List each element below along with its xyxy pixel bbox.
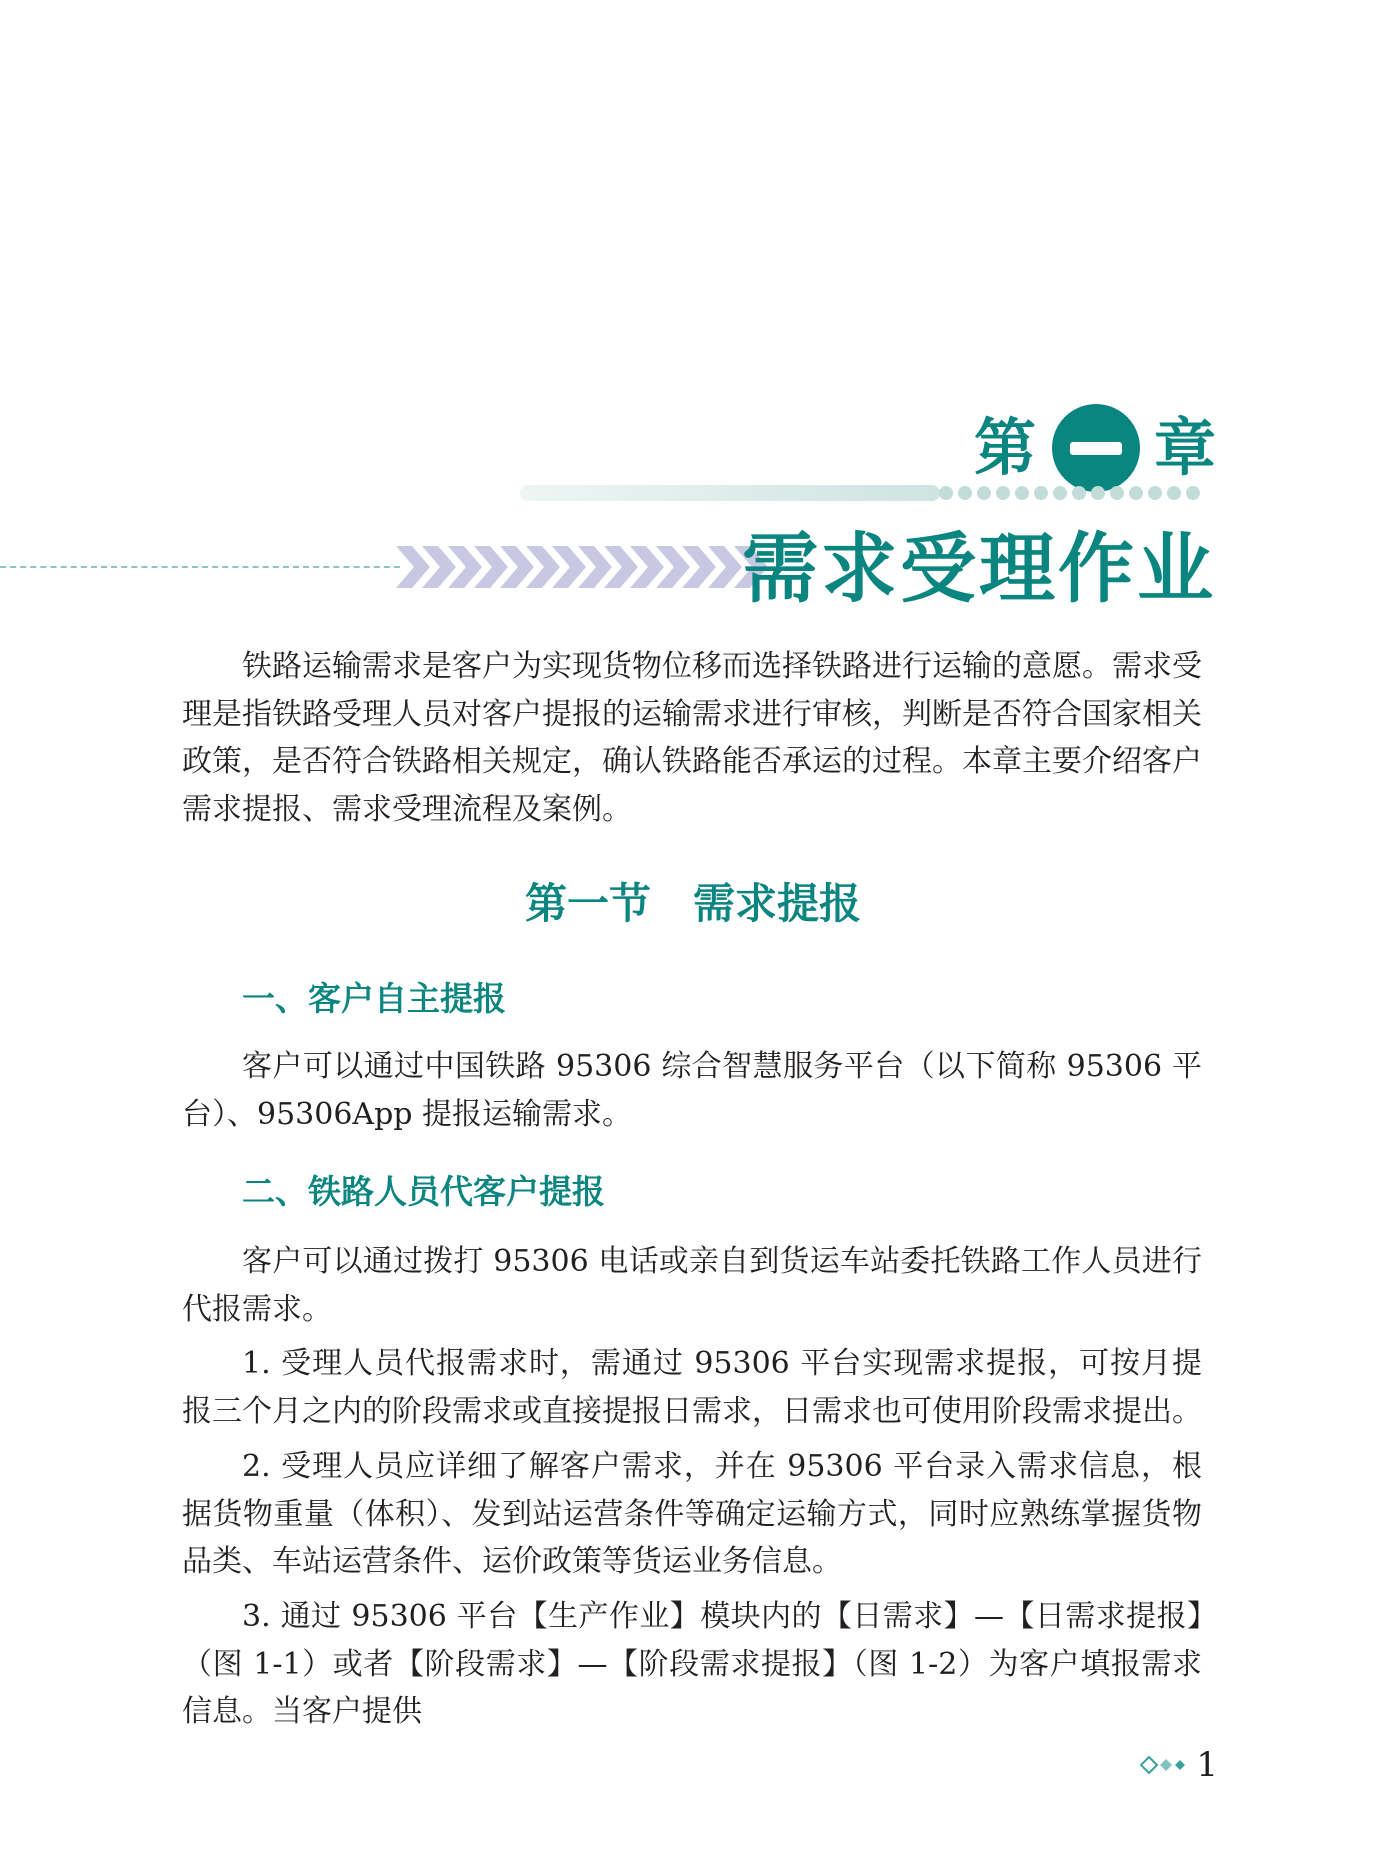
page-footer: [1140, 1745, 1218, 1785]
chapter-prefix: 第: [973, 411, 1036, 484]
list-item: 1. 受理人员代报需求时，需通过 95306 平台实现需求提报，可按月提报三个月之内的阶段需求或直接提报日需求，日需求也可使用阶段需求提出。: [182, 1346, 1202, 1429]
list-item: 3. 通过 95306 平台【生产作业】模块内的【日需求】—【日需求提报】（图 1-1）或者【阶段需求】—【阶段需求提报】（图 1-2）为客户填报需求信息。当客户提供: [182, 1599, 1202, 1729]
chapter-title: 需求受理作业: [742, 524, 1216, 613]
decorative-dashed-line: [0, 566, 400, 568]
diamond-icon: [1140, 1756, 1186, 1774]
list-item: 2. 受理人员应详细了解客户需求，并在 95306 平台录入需求信息，根据货物重量（体积）、发到站运营条件等确定运输方式，同时应熟练掌握货物品类、车站运营条件、运价政策等货运业务信息。: [182, 1449, 1202, 1579]
subsection-body-1: 客户可以通过中国铁路 95306 综合智慧服务平台（以下简称 95306 平台）、95306App 提报运输需求。: [182, 1049, 1202, 1132]
decorative-dot-row: [938, 485, 1214, 501]
decorative-gradient-bar: [520, 485, 940, 501]
section-title: 第一节 需求提报: [524, 879, 861, 928]
decorative-chevron-arrows: [396, 546, 768, 588]
chapter-number-circle: [1052, 404, 1140, 492]
intro-paragraph: 铁路运输需求是客户为实现货物位移而选择铁路进行运输的意愿。需求受理是指铁路受理人员对客户提报的运输需求进行审核，判断是否符合国家相关政策，是否符合铁路相关规定，确认铁路能否承运的过程。本章主要介绍客户需求提报、需求受理流程及案例。: [182, 649, 1202, 827]
subsection-title-1: 一、客户自主提报: [242, 979, 506, 1018]
chapter-label: [974, 402, 1216, 494]
chapter-suffix: 章: [1153, 411, 1216, 484]
subsection-body-2: 客户可以通过拨打 95306 电话或亲自到货运车站委托铁路工作人员进行代报需求。: [182, 1244, 1202, 1327]
chapter-number-bar: [1070, 442, 1122, 455]
page-number: 1: [1196, 1745, 1218, 1785]
subsection-title-2: 二、铁路人员代客户提报: [242, 1172, 605, 1211]
